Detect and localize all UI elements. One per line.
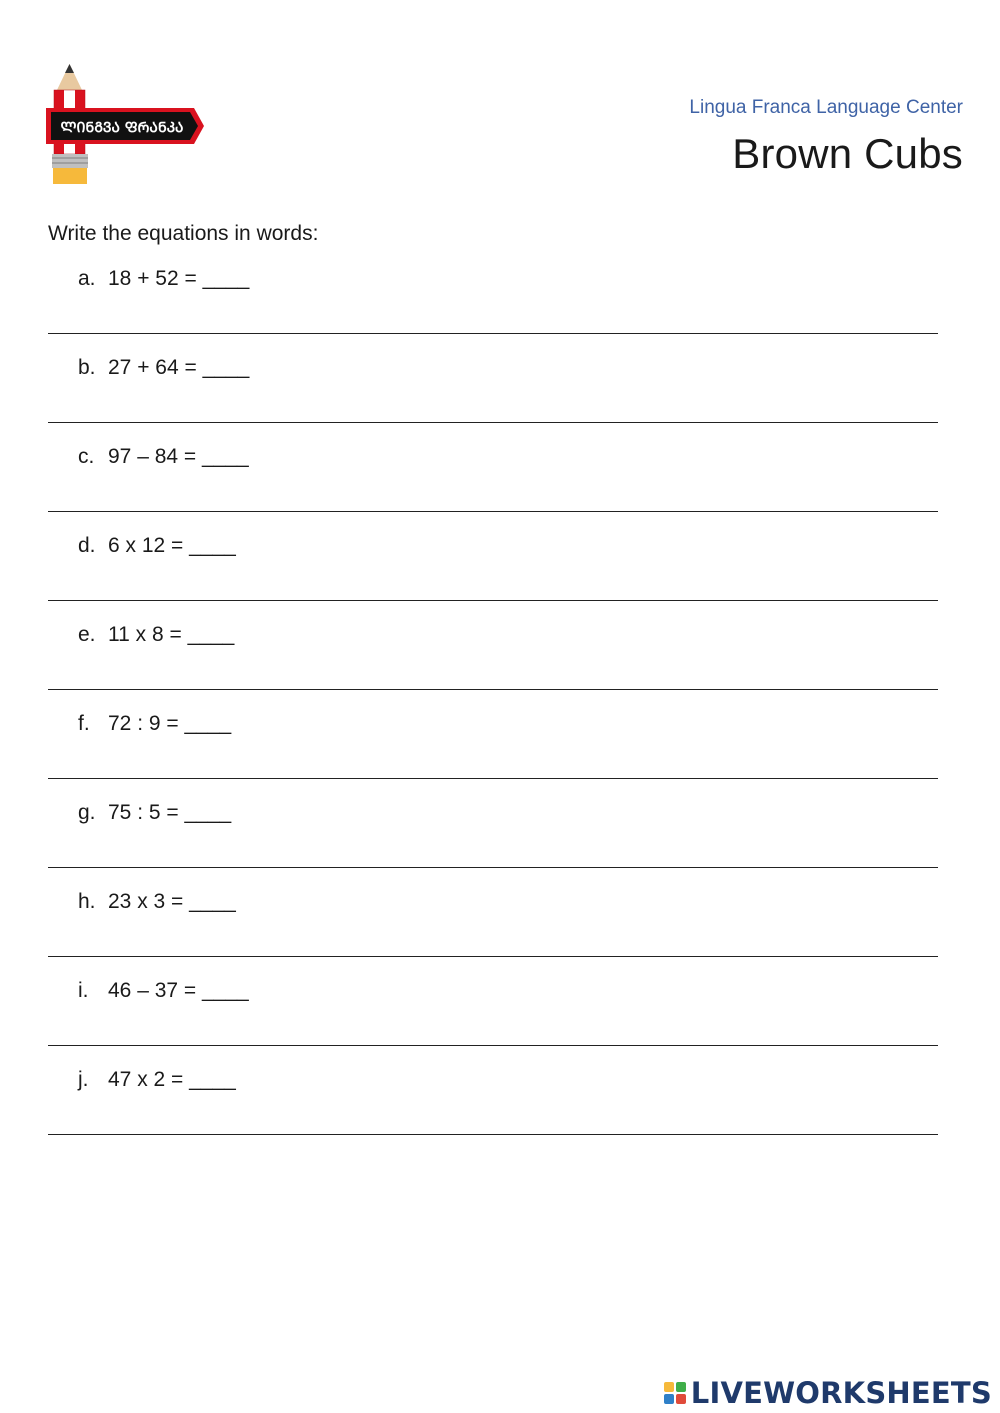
- exercise-item: [48, 529, 938, 618]
- page-title: Brown Cubs: [732, 130, 963, 177]
- exercise-item: [48, 262, 938, 351]
- exercise-item: [48, 885, 938, 974]
- exercise-equation: 27 + 64 = ____: [108, 356, 250, 379]
- liveworksheets-brand: [663, 1376, 992, 1410]
- liveworksheets-wordmark: LIVEWORKSHEETS: [690, 1376, 992, 1410]
- exercise-letter: d.: [78, 534, 96, 557]
- answer-line[interactable]: [48, 1134, 938, 1135]
- answer-line[interactable]: [48, 1045, 938, 1046]
- exercise-equation: 23 x 3 = ____: [108, 890, 236, 913]
- answer-line[interactable]: [48, 511, 938, 512]
- exercise-item: [48, 707, 938, 796]
- liveworksheets-logo-icon: [663, 1381, 687, 1405]
- exercise-letter: g.: [78, 801, 96, 824]
- exercise-letter: a.: [78, 267, 96, 290]
- answer-line[interactable]: [48, 689, 938, 690]
- logo-text: ᲚᲘᲜᲒᲕᲐ ᲤᲠᲐᲜᲙᲐ: [60, 120, 184, 136]
- exercise-item: [48, 974, 938, 1063]
- exercise-equation: 46 – 37 = ____: [108, 979, 249, 1002]
- exercise-item: [48, 351, 938, 440]
- exercise-equation: 6 x 12 = ____: [108, 534, 236, 557]
- answer-line[interactable]: [48, 422, 938, 423]
- exercise-letter: h.: [78, 890, 96, 913]
- answer-line[interactable]: [48, 333, 938, 334]
- exercise-item: [48, 440, 938, 529]
- exercise-equation: 97 – 84 = ____: [108, 445, 249, 468]
- answer-line[interactable]: [48, 867, 938, 868]
- exercise-letter: b.: [78, 356, 96, 379]
- exercise-letter: j.: [78, 1068, 89, 1091]
- exercise-letter: f.: [78, 712, 90, 735]
- exercise-equation: 72 : 9 = ____: [108, 712, 232, 735]
- answer-line[interactable]: [48, 956, 938, 957]
- exercise-equation: 11 x 8 = ____: [108, 623, 235, 646]
- instruction-text: Write the equations in words:: [48, 222, 319, 245]
- exercise-letter: i.: [78, 979, 89, 1002]
- center-name: Lingua Franca Language Center: [689, 97, 963, 118]
- exercise-equation: 75 : 5 = ____: [108, 801, 232, 824]
- exercise-equation: 47 x 2 = ____: [108, 1068, 236, 1091]
- exercise-letter: c.: [78, 445, 95, 468]
- exercise-equation: 18 + 52 = ____: [108, 267, 250, 290]
- answer-line[interactable]: [48, 600, 938, 601]
- exercise-item: [48, 618, 938, 707]
- exercise-item: [48, 1063, 938, 1152]
- exercise-list: [48, 262, 938, 1152]
- exercise-item: [48, 796, 938, 885]
- exercise-letter: e.: [78, 623, 96, 646]
- pencil-logo: [44, 62, 214, 188]
- answer-line[interactable]: [48, 778, 938, 779]
